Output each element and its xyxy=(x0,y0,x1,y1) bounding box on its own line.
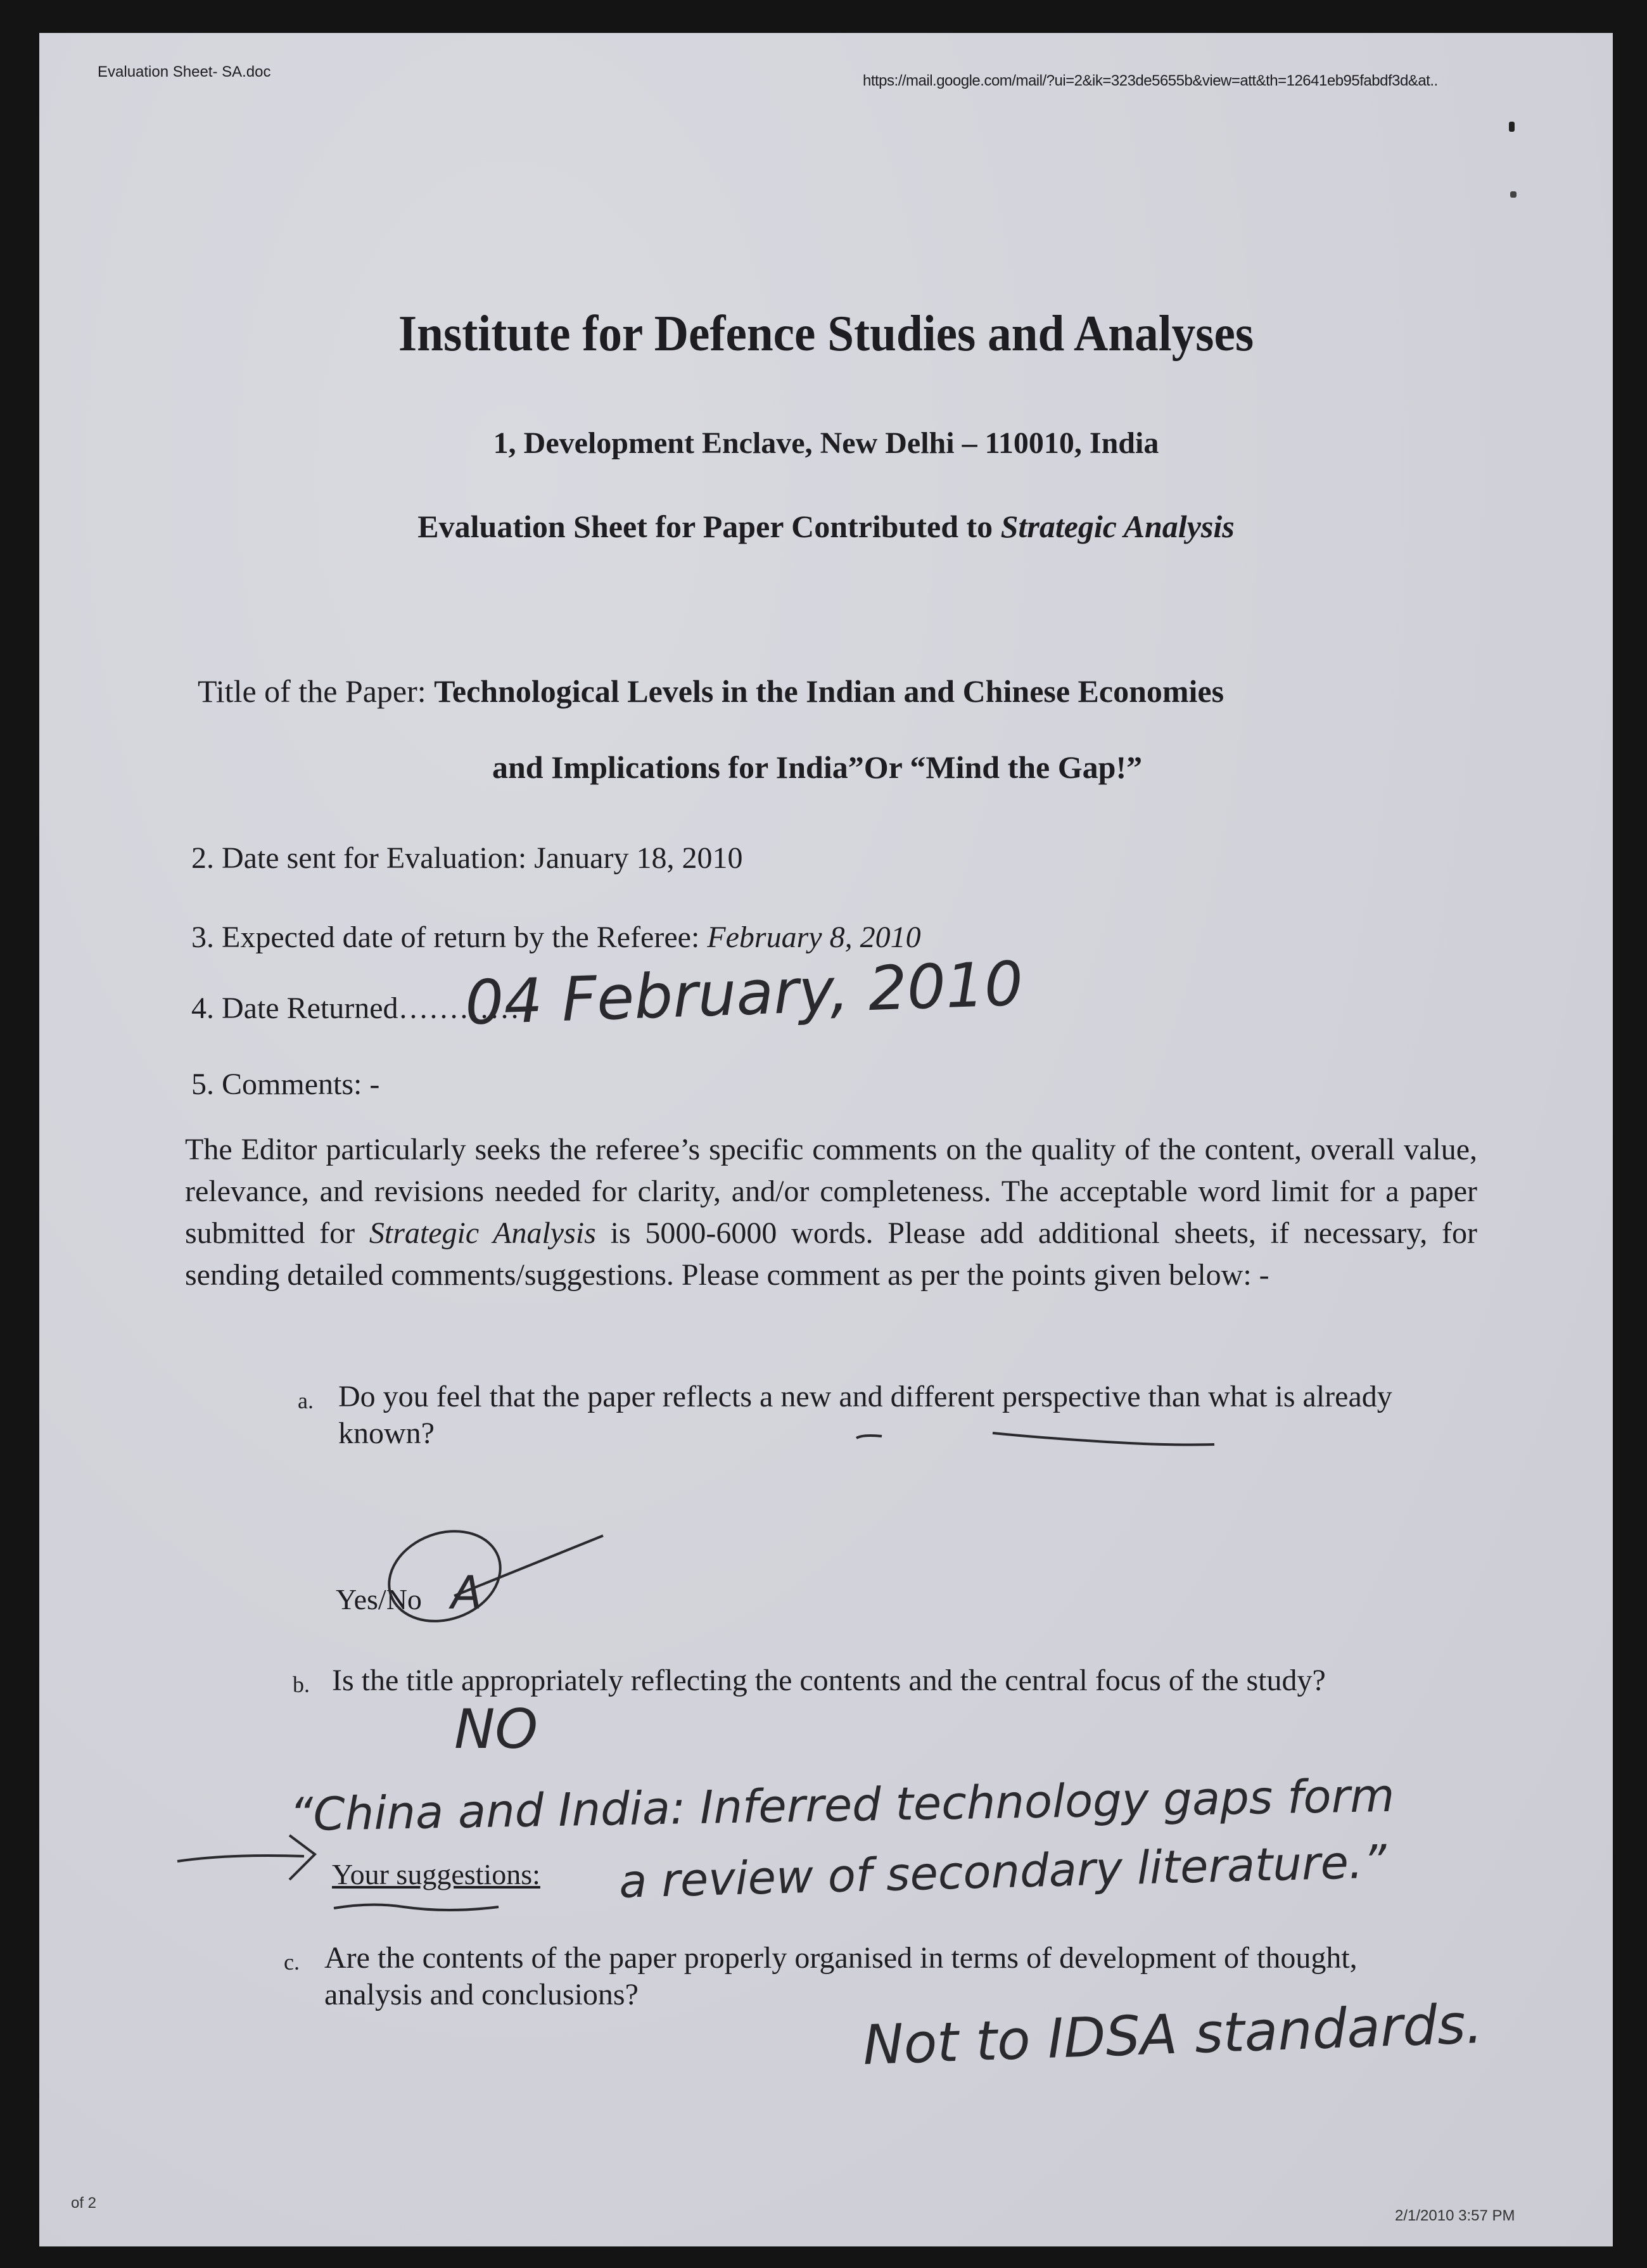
paper-title-line1: Technological Levels in the Indian and Chinese Economies xyxy=(434,673,1224,709)
expected-return-value: February 8, 2010 xyxy=(707,921,921,954)
institute-address: 1, Development Enclave, New Delhi – 110010, India xyxy=(493,426,1159,460)
date-returned-handwritten: 04 February, 2010 xyxy=(464,948,1024,1039)
perspective-underline-mark xyxy=(993,1433,1214,1445)
instructions-part1: The Editor particularly seeks the referee’s specific comments on the quality of the content, overall value, relevance, and revisions needed for clarity, and/or completeness. The acceptable word limit for a paper submitted for xyxy=(185,1133,1477,1250)
evaluation-sheet-page xyxy=(39,33,1613,2246)
suggestions-underline-mark xyxy=(334,1904,499,1910)
document-file-name: Evaluation Sheet- SA.doc xyxy=(98,63,271,80)
question-c-text: Are the contents of the paper properly organised in terms of development of thought, analysis and conclusions? xyxy=(324,1941,1358,2011)
comments-label: 5. Comments: - xyxy=(191,1067,380,1101)
suggestion-handwritten-line2: a review of secondary literature.” xyxy=(618,1835,1387,1908)
question-b-handwritten-answer: NO xyxy=(454,1698,538,1761)
question-b-text: Is the title appropriately reflecting the contents and the central focus of the study? xyxy=(332,1664,1326,1697)
question-b-letter: b. xyxy=(293,1672,310,1697)
question-a-letter: a. xyxy=(298,1388,314,1413)
yes-no-circle-mark xyxy=(376,1516,513,1636)
paper-title-label: Title of the Paper: xyxy=(198,673,435,709)
ink-annotations xyxy=(39,33,1613,2246)
question-c-handwritten-answer: Not to IDSA standards. xyxy=(862,1992,1484,2078)
question-a-handwritten-answer: A xyxy=(451,1566,483,1619)
paper-title-line2: and Implications for India”Or “Mind the Gap!” xyxy=(492,749,1143,785)
question-a-before: Do you feel that the paper reflects a xyxy=(338,1380,781,1413)
question-a-after: than what is already known? xyxy=(338,1380,1392,1450)
yes-no-slash-mark xyxy=(454,1536,603,1596)
form-title-prefix: Evaluation Sheet for Paper Contributed to xyxy=(417,509,1001,544)
your-suggestions-label: Your suggestions: xyxy=(332,1858,540,1890)
question-a-underlined-new: new xyxy=(780,1380,832,1413)
date-sent: 2. Date sent for Evaluation: January 18, 2010 xyxy=(191,841,743,875)
instructions-journal: Strategic Analysis xyxy=(369,1216,596,1250)
page-count: of 2 xyxy=(71,2195,97,2212)
print-url: https://mail.google.com/mail/?ui=2&ik=323de5655b&view=att&th=12641eb95fabdf3d&at.. xyxy=(863,72,1438,89)
institute-name: Institute for Defence Studies and Analyses xyxy=(398,306,1254,362)
question-a-mid: and xyxy=(831,1380,891,1413)
journal-name: Strategic Analysis xyxy=(1000,509,1235,544)
print-timestamp: 2/1/2010 3:57 PM xyxy=(1395,2207,1515,2224)
arrow-mark xyxy=(177,1835,315,1880)
new-underline-mark xyxy=(856,1436,882,1438)
suggestion-handwritten-line1: “China and India: Inferred technology gaps form xyxy=(289,1768,1395,1842)
question-a-yes-no: Yes/No xyxy=(336,1583,422,1615)
question-a-underlined-perspective: different perspective xyxy=(890,1380,1141,1413)
instructions-part2: is 5000-6000 words. Please add additional sheets, if necessary, for sending detailed comments/suggestions. Please comment as per the points given below: - xyxy=(185,1216,1477,1292)
question-c-letter: c. xyxy=(284,1949,300,1975)
expected-return-label: 3. Expected date of return by the Referee: xyxy=(191,921,708,954)
date-returned-label: 4. Date Returned………… xyxy=(191,991,520,1025)
